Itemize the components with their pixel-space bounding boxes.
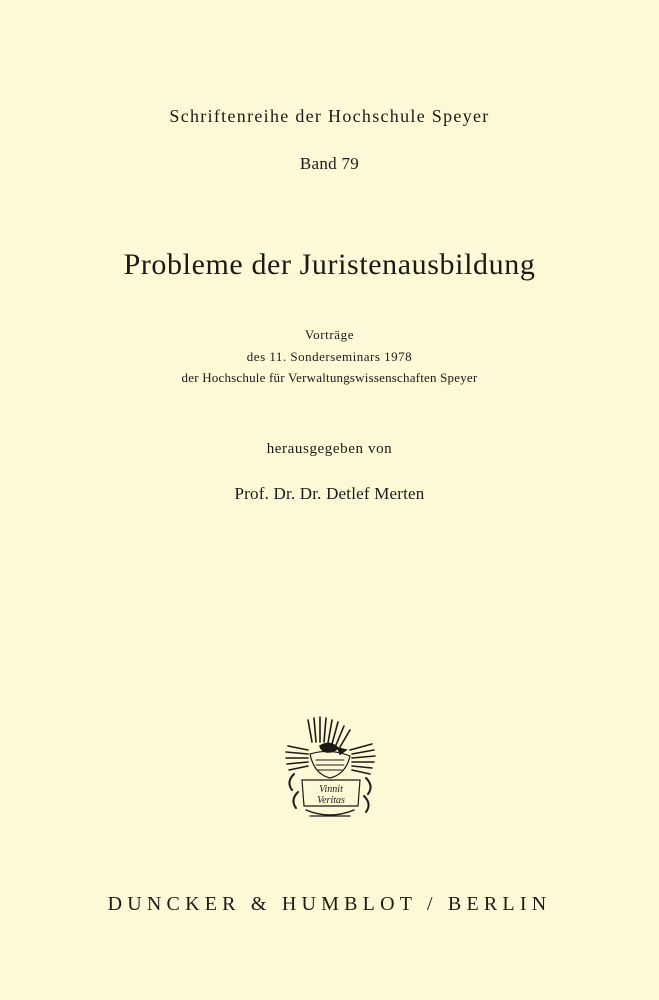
eagle-publisher-emblem-icon — [280, 712, 380, 828]
series-title: Schriftenreihe der Hochschule Speyer — [169, 106, 490, 126]
logo-motto-line-2: Veritas — [317, 795, 345, 806]
subtitle-line-3: der Hochschule für Verwaltungswissenschaften Speyer — [181, 370, 478, 385]
editor-label: herausgegeben von — [266, 441, 393, 457]
subtitle-line-2: des 11. Sonderseminars 1978 — [246, 349, 413, 364]
logo-motto-line-1: Vinnit — [319, 784, 343, 795]
subtitle-line-1: Vorträge — [304, 327, 355, 342]
editor-name: Prof. Dr. Dr. Detlef Merten — [234, 484, 425, 503]
book-title: Probleme der Juristenausbildung — [123, 248, 536, 281]
volume-number: Band 79 — [299, 154, 360, 173]
publisher-imprint: DUNCKER & HUMBLOT / BERLIN — [107, 893, 552, 915]
